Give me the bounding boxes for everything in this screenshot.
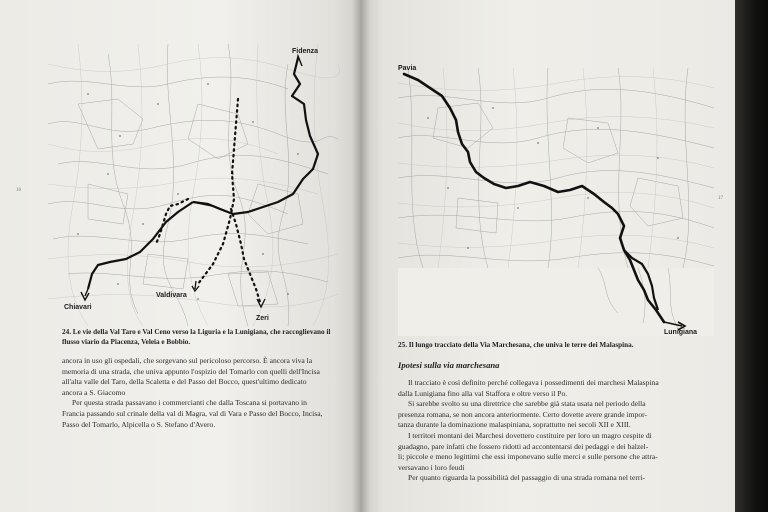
left-page (0, 0, 362, 512)
section-title: Ipotesi sulla via marchesana (398, 360, 500, 370)
book-edge (735, 0, 768, 512)
page-number-right: 17 (718, 196, 723, 201)
text-line: I territori montani dei Marchesi dovettero costituire per loro un magro cespite di (408, 430, 652, 440)
page-number-left: 16 (16, 188, 21, 193)
text-line: Per quanto riguarda la possibilità del passaggio di una strada romana nel terri- (408, 473, 646, 483)
gutter-shadow (352, 0, 370, 512)
text-line: ancora a S. Giacomo (62, 387, 126, 397)
text-line: ancora in uso gli ospedali, che sorgevano sul pericoloso percorso. È ancora viva la (62, 356, 313, 365)
text-line: presenza romana, se non ancora anteriormente. Certo dovette avere grande impor- (398, 409, 648, 419)
text-line: li; piccole e meno legittimi che essi imponevano sulle merci e sulle persone che attra- (398, 452, 658, 462)
caption-line: flusso viario da Piacenza, Veleia e Bobbio. (62, 337, 191, 346)
caption-line: 24. Le vie della Val Taro e Val Ceno verso la Liguria e la Lunigiana, che raccoglievano il (62, 328, 331, 336)
map-label-lunigiana: Lunigiana (664, 329, 698, 336)
map-label-fidenza: Fidenza (292, 48, 319, 55)
right-body-text (398, 378, 716, 484)
text-line: all'alta valle del Taro, della Scaletta e del Passo del Bocco, quest'ultimo dedicato (62, 377, 307, 387)
text-line: Per questa strada passavano i commercianti che dalla Toscana si portavano in (72, 398, 307, 408)
figure-caption-24 (62, 328, 350, 347)
map-label-valdivara: Valdivara (156, 292, 187, 299)
map-via-marchesana (398, 65, 714, 336)
text-line: Il tracciato è così definito perché collegava i possedimenti dei marchesi Malaspina (408, 378, 659, 387)
text-line: guadagno, pare infatti che fossero ridotti ad accontentarsi dei pedaggi e dei balzel- (398, 441, 649, 451)
map-label-chiavari: Chiavari (64, 304, 92, 311)
map-label-zeri: Zeri (256, 315, 269, 322)
text-line: dalla Lunigiana fino alla val Staffora e oltre verso il Po. (398, 388, 568, 398)
text-line: Francia passando sul crinale della val di Magra, val di Vara e Passo del Bocco, Incisa, (62, 408, 323, 418)
text-line: versavano i loro feudi (398, 462, 465, 472)
map-label-pavia: Pavia (398, 65, 417, 72)
text-line: Passo del Tomarlo, Alpicella o S. Stefano d'Avero. (62, 419, 216, 429)
left-body-text (62, 356, 352, 430)
text-line: tanza durante la dominazione malaspiniana, soprattutto nei secoli XII e XIII. (398, 420, 631, 430)
text-line: memoria di una strada, che univa appunto l'ospizio del Tomarlo con quelli dell'Incisa (62, 366, 320, 376)
figure-caption-25: 25. Il lungo tracciato della Via Marchesana, che univa le terre dei Malaspina. (398, 341, 634, 349)
text-line: Si sarebbe svolto su una direttrice che sarebbe già stata usata nel periodo della (408, 399, 646, 409)
map-val-taro (48, 44, 338, 326)
